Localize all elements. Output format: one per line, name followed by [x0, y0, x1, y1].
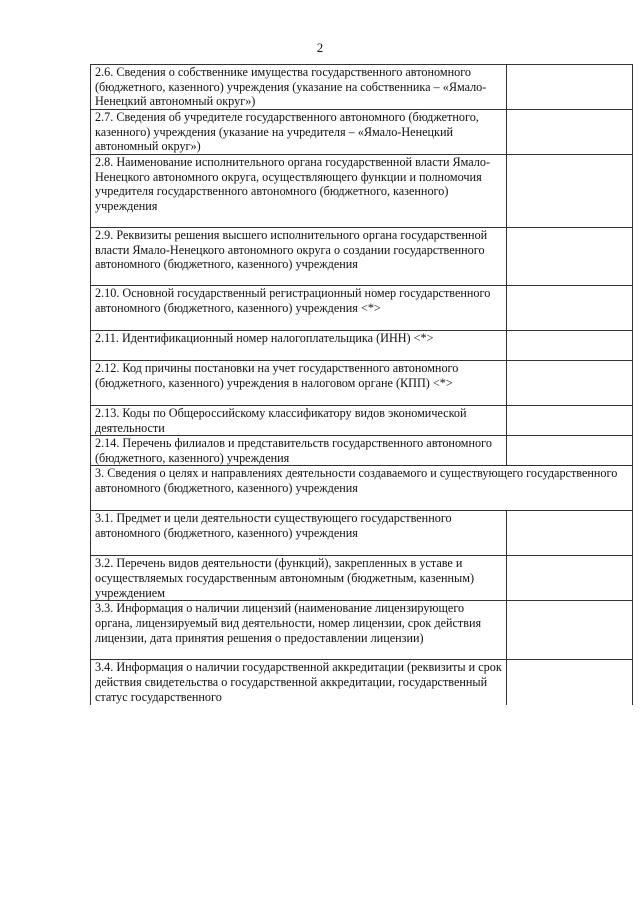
table-row	[91, 331, 633, 361]
section-header: 3. Сведения о целях и направлениях деятельности создаваемого и существующего государственного автономного (бюджетного, казенного) учреждения	[91, 466, 633, 511]
row-value-cell[interactable]	[507, 155, 633, 228]
row-value-cell[interactable]	[507, 361, 633, 406]
row-label: 2.14. Перечень филиалов и представительств государственного автономного (бюджетного, казенного) учреждения	[91, 436, 507, 466]
row-value-cell[interactable]	[507, 556, 633, 601]
row-value-cell[interactable]	[507, 110, 633, 155]
form-table-body	[91, 65, 633, 705]
page-number: 2	[316, 40, 324, 55]
table-row	[91, 65, 633, 110]
row-label: 2.8. Наименование исполнительного органа государственной власти Ямало-Ненецкого автономного округа, осуществляющего функции и полномочия учредителя государственного автономного (бюджетного, казенного) учреждения	[91, 155, 507, 228]
row-value-cell[interactable]	[507, 511, 633, 556]
row-label: 2.10. Основной государственный регистрационный номер государственного автономного (бюджетного, казенного) учреждения <*>	[91, 286, 507, 331]
row-label: 3.2. Перечень видов деятельности (функций), закрепленных в уставе и осуществляемых государственным автономным (бюджетным, казенным) учреждением	[91, 556, 507, 601]
row-label: 2.13. Коды по Общероссийскому классификатору видов экономической деятельности	[91, 406, 507, 436]
row-label: 3.3. Информация о наличии лицензий (наименование лицензирующего органа, лицензируемый вид деятельности, номер лицензии, срок действия лицензии, дата принятия решения о предоставлении лицензии)	[91, 601, 507, 660]
row-label: 2.11. Идентификационный номер налогоплательщика (ИНН) <*>	[91, 331, 507, 361]
row-value-cell[interactable]	[507, 601, 633, 660]
table-row	[91, 228, 633, 286]
table-row	[91, 406, 633, 436]
form-table	[90, 64, 633, 705]
table-row	[91, 286, 633, 331]
row-label: 3.4. Информация о наличии государственной аккредитации (реквизиты и срок действия свидетельства о государственной аккредитации, государственный статус государственного	[91, 660, 507, 705]
row-label: 2.6. Сведения о собственнике имущества государственного автономного (бюджетного, казенного) учреждения (указание на собственника – «Ямало-Ненецкий автономный округ»)	[91, 65, 507, 110]
table-row	[91, 361, 633, 406]
table-row	[91, 436, 633, 466]
row-label: 2.7. Сведения об учредителе государственного автономного (бюджетного, казенного) учреждения (указание на учредителя – «Ямало-Ненецкий автономный округ»)	[91, 110, 507, 155]
table-row	[91, 601, 633, 660]
table-row	[91, 511, 633, 556]
table-row	[91, 155, 633, 228]
row-value-cell[interactable]	[507, 331, 633, 361]
table-row	[91, 556, 633, 601]
table-row	[91, 110, 633, 155]
table-row	[91, 660, 633, 705]
section-header-row	[91, 466, 633, 511]
row-value-cell[interactable]	[507, 436, 633, 466]
row-label: 2.12. Код причины постановки на учет государственного автономного (бюджетного, казенного) учреждения в налоговом органе (КПП) <*>	[91, 361, 507, 406]
row-value-cell[interactable]	[507, 286, 633, 331]
row-value-cell[interactable]	[507, 406, 633, 436]
row-value-cell[interactable]	[507, 228, 633, 286]
row-label: 3.1. Предмет и цели деятельности существующего государственного автономного (бюджетного, казенного) учреждения	[91, 511, 507, 556]
row-label: 2.9. Реквизиты решения высшего исполнительного органа государственной власти Ямало-Ненецкого автономного округа о создании государственного автономного (бюджетного, казенного) учреждения	[91, 228, 507, 286]
row-value-cell[interactable]	[507, 65, 633, 110]
row-value-cell[interactable]	[507, 660, 633, 705]
